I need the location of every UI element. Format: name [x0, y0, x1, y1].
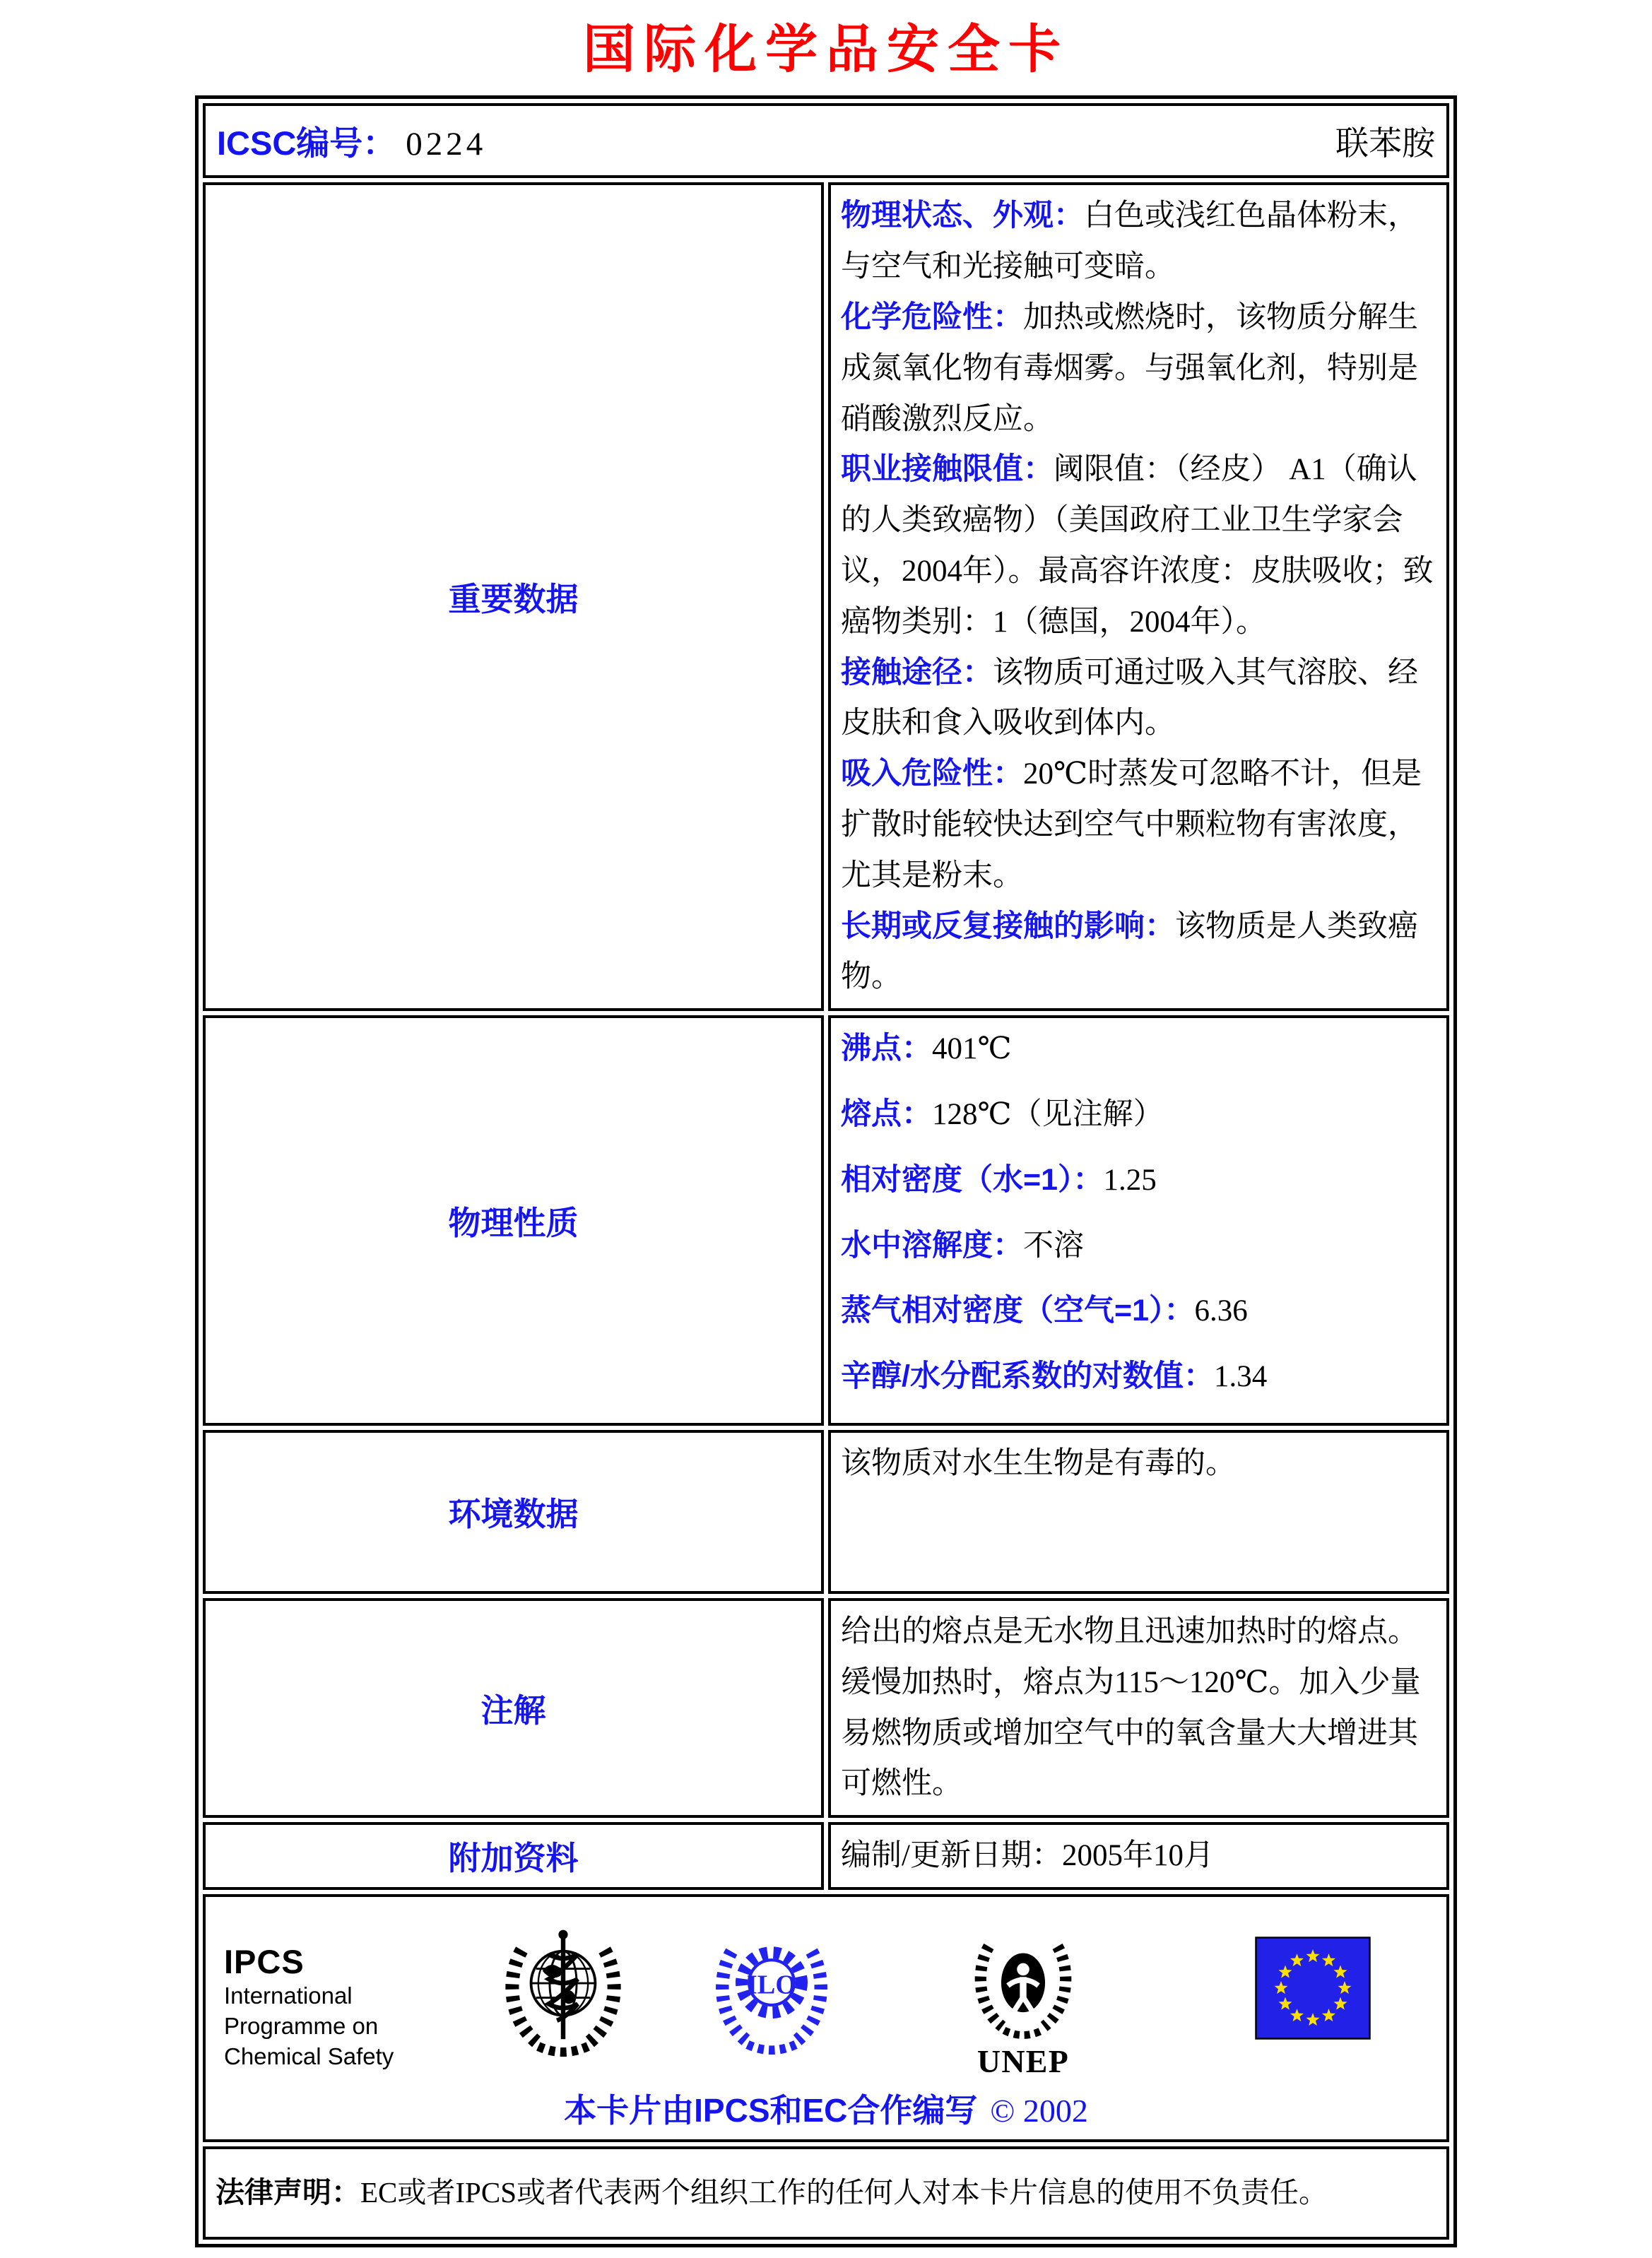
data-item: 长期或反复接触的影响：该物质是人类致癌物。 — [841, 909, 1418, 994]
footer-row — [203, 1894, 1449, 2142]
ilo-logo-icon — [712, 1925, 832, 2061]
property-item: 辛醇/水分配系数的对数值：1.34 — [841, 1359, 1268, 1394]
legal-text: EC或者IPCS或者代表两个组织工作的任何人对本卡片信息的使用不负责任。 — [360, 2176, 1328, 2209]
eu-flag-icon — [1237, 1937, 1388, 2040]
additional-info-text: 编制/更新日期：2005年10月 — [841, 1839, 1214, 1873]
section-label-physical-properties: 物理性质 — [203, 1015, 824, 1426]
ipcs-subtitle-line: Chemical Safety — [224, 2043, 394, 2069]
environmental-data-content — [828, 1430, 1449, 1594]
who-logo-icon — [501, 1925, 625, 2061]
property-item: 水中溶解度：不溶 — [841, 1228, 1084, 1263]
unep-logo-text: UNEP — [977, 2043, 1070, 2080]
section-label-important-data: 重要数据 — [203, 182, 824, 1011]
environmental-data-row — [203, 1430, 1449, 1594]
legal-notice — [203, 2146, 1449, 2240]
property-item: 熔点：128℃（见注解） — [841, 1097, 1164, 1131]
legal-row — [203, 2146, 1449, 2240]
section-label-notes: 注解 — [203, 1598, 824, 1818]
ipcs-subtitle-line: International — [224, 1982, 353, 2009]
data-item: 职业接触限值：阈限值：（经皮） A1（确认的人类致癌物）（美国政府工业卫生学家会议，2004年）。最高容许浓度：皮肤吸收；致癌物类别：1（德国，2004年）。 — [841, 452, 1434, 639]
page-title: 国际化学品安全卡 — [583, 19, 1069, 80]
important-data-row — [203, 182, 1449, 1011]
data-item: 物理状态、外观：白色或浅红色晶体粉末，与空气和光接触可变暗。 — [841, 199, 1418, 284]
section-label-additional-info: 附加资料 — [203, 1822, 824, 1890]
ipcs-subtitle-line: Programme on — [224, 2012, 379, 2039]
header-row — [203, 103, 1449, 178]
logo-row — [224, 1925, 1428, 2082]
property-item: 相对密度（水=1）：1.25 — [841, 1162, 1157, 1197]
footer-copyright: © 2002 — [990, 2092, 1088, 2129]
icsc-number-group — [217, 117, 486, 165]
data-item: 化学危险性：加热或燃烧时，该物质分解生成氮氧化物有毒烟雾。与强氧化剂，特别是硝酸激烈反应。 — [841, 300, 1418, 436]
unep-logo-icon — [966, 1925, 1080, 2082]
ipcs-block — [224, 1925, 436, 2072]
notes-content — [828, 1598, 1449, 1818]
property-item: 蒸气相对密度（空气=1）：6.36 — [841, 1294, 1248, 1328]
icsc-number-value: 0224 — [406, 125, 487, 162]
additional-info-row — [203, 1822, 1449, 1890]
additional-info-content — [828, 1822, 1449, 1890]
notes-text: 给出的熔点是无水物且迅速加热时的熔点。缓慢加热时，熔点为115～120℃。加入少量易燃物质或增加空气中的氧含量大大增进其可燃性。 — [841, 1614, 1421, 1801]
legal-label: 法律声明： — [216, 2176, 360, 2209]
property-item: 沸点：401℃ — [841, 1032, 1012, 1066]
notes-row — [203, 1598, 1449, 1818]
section-label-environmental-data: 环境数据 — [203, 1430, 824, 1594]
physical-properties-row — [203, 1015, 1449, 1426]
icsc-card-table — [195, 95, 1457, 2247]
chemical-name: 联苯胺 — [1335, 125, 1435, 162]
ipcs-title: IPCS — [224, 1942, 305, 1980]
physical-properties-content — [828, 1015, 1449, 1426]
footer-caption — [224, 2085, 1428, 2132]
footer-caption-text: 本卡片由IPCS和EC合作编写 — [564, 2091, 978, 2129]
icsc-number-label: ICSC编号： — [217, 124, 396, 162]
data-item: 接触途径：该物质可通过吸入其气溶胶、经皮肤和食入吸收到体内。 — [841, 655, 1418, 740]
data-item: 吸入危险性：20℃时蒸发可忽略不计，但是扩散时能较快达到空气中颗粒物有害浓度，尤其是粉末。 — [841, 757, 1422, 892]
ilo-logo-text: ILO — [746, 1970, 797, 2000]
important-data-content — [828, 182, 1449, 1011]
environment-text: 该物质对水生生物是有毒的。 — [841, 1446, 1236, 1480]
